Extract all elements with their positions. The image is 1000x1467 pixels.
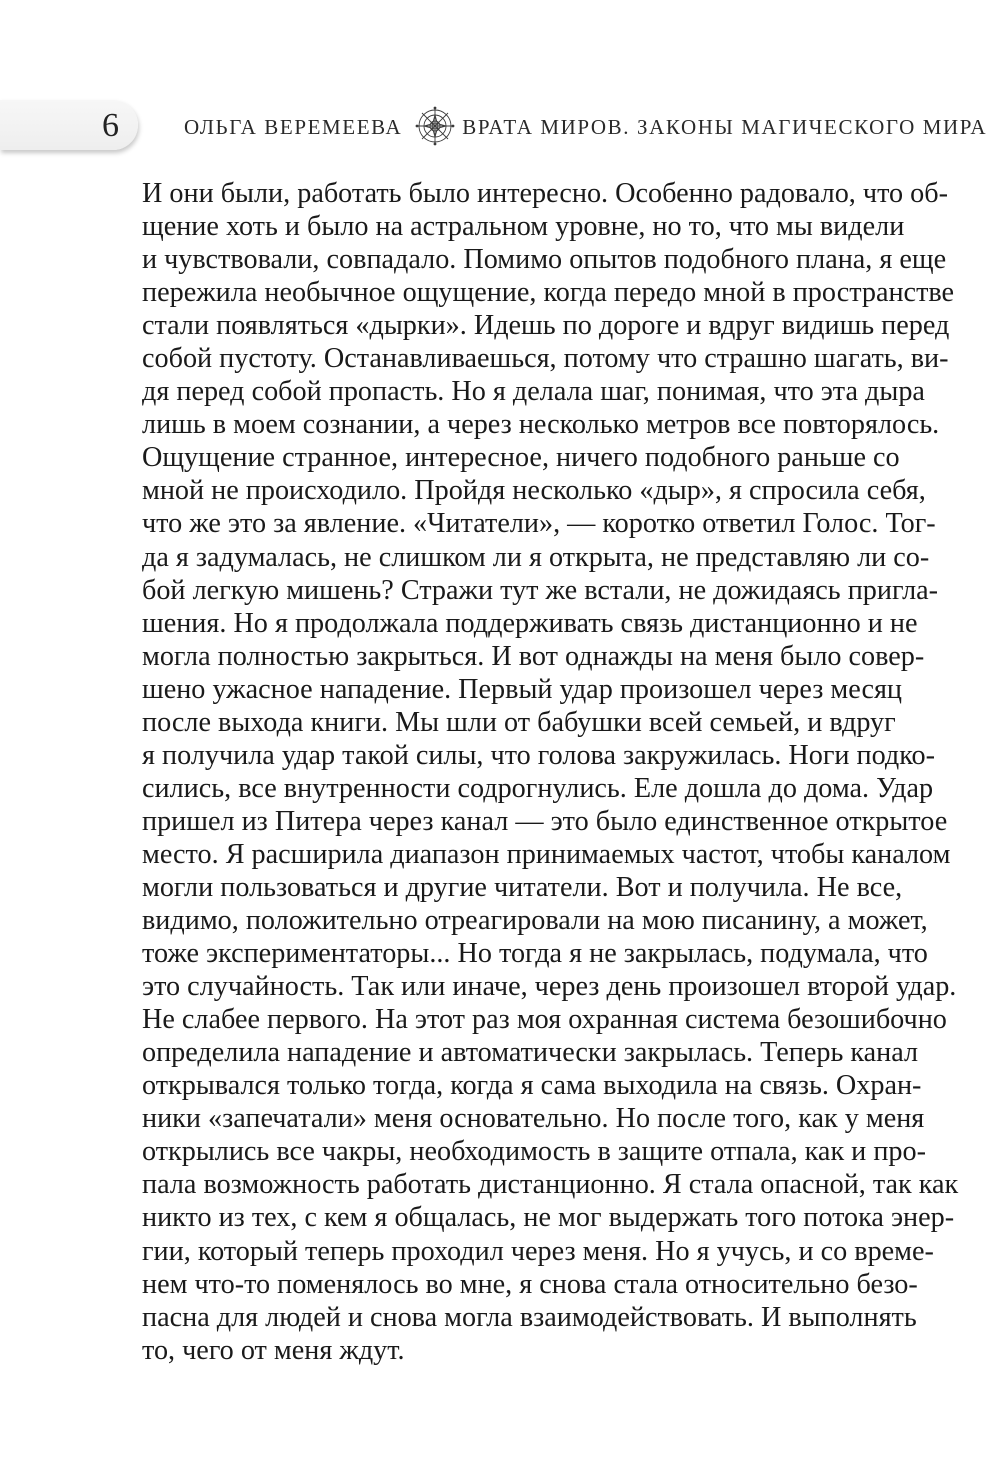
text-line: то, чего от меня ждут. — [142, 1334, 405, 1366]
text-line: бой легкую мишень? Стражи тут же встали, не дожидаясь пригла- — [142, 574, 939, 606]
text-line: место. Я расширила диапазон принимаемых частот, чтобы каналом — [142, 838, 951, 870]
text-line: могли пользоваться и другие читатели. Вот и получила. Не все, — [142, 871, 903, 903]
text-line: пришел из Питера через канал — это было единственное открытое — [142, 805, 948, 837]
text-line: это случайность. Так или иначе, через день произошел второй удар. — [142, 971, 957, 1003]
book-title: ВРАТА МИРОВ. ЗАКОНЫ МАГИЧЕСКОГО МИРА — [462, 114, 988, 139]
page-number: 6 — [102, 107, 119, 144]
text-line: тоже экспериментаторы... Но тогда я не закрылась, подумала, что — [142, 938, 928, 970]
text-line: шено ужасное нападение. Первый удар произошел через месяц — [142, 673, 903, 705]
text-line: после выхода книги. Мы шли от бабушки всей семьей, и вдруг — [142, 706, 896, 738]
text-line: лишь в моем сознании, а через несколько метров все повторялось. — [142, 409, 940, 441]
text-line: и чувствовали, совпадало. Помимо опытов подобного плана, я еще — [142, 244, 947, 276]
text-line: открывался только тогда, когда я сама выходила на связь. Охран- — [142, 1070, 922, 1102]
running-head — [184, 112, 987, 142]
text-line: нем что-то поменялось во мне, я снова стала относительно безо- — [142, 1268, 918, 1300]
text-line: пасна для людей и снова могла взаимодействовать. И выполнять — [142, 1301, 917, 1333]
text-line: никто из тех, с кем я общалась, не мог выдержать того потока энер- — [142, 1202, 955, 1234]
text-line: гии, который теперь проходил через меня. Но я учусь, и со време- — [142, 1235, 934, 1267]
text-line: мной не происходило. Пройдя несколько «дыр», я спросила себя, — [142, 475, 926, 507]
text-line: Ощущение странное, интересное, ничего подобного раньше со — [142, 442, 900, 474]
text-line: И они были, работать было интересно. Особенно радовало, что об- — [142, 178, 948, 209]
text-line: открылись все чакры, необходимость в защите отпала, как и про- — [142, 1136, 926, 1168]
text-line: могла полностью закрыться. И вот однажды на меня было совер- — [142, 640, 925, 672]
body-paragraph — [142, 177, 959, 1367]
text-line: ники «запечатали» меня основательно. Но после того, как у меня — [142, 1103, 925, 1135]
text-line: щение хоть и было на астральном уровне, но то, что мы видели — [142, 211, 905, 243]
text-line: собой пустоту. Останавливаешься, потому что страшно шагать, ви- — [142, 343, 949, 375]
text-line: видимо, положительно отреагировали на мою писанину, а может, — [142, 905, 928, 937]
text-line: пала возможность работать дистанционно. Я стала опасной, так как — [142, 1169, 959, 1201]
author-name: ОЛЬГА ВЕРЕМЕЕВА — [184, 114, 403, 139]
text-line: определила нападение и автоматически закрылась. Теперь канал — [142, 1037, 919, 1069]
text-line: пережила необычное ощущение, когда передо мной в пространстве — [142, 277, 955, 309]
text-line: Не слабее первого. На этот раз моя охранная система безошибочно — [142, 1004, 947, 1036]
text-line: шения. Но я продолжала поддерживать связь дистанционно и не — [142, 607, 918, 639]
ornamental-emblem-icon — [414, 105, 456, 147]
text-line: стали появляться «дырки». Идешь по дороге и вдруг видишь перед — [142, 310, 950, 342]
text-line: что же это за явление. «Читатели», — коротко ответил Голос. Тог- — [142, 508, 936, 540]
text-line: я получила удар такой силы, что голова закружилась. Ноги подко- — [142, 739, 936, 771]
text-line: да я задумалась, не слишком ли я открыта, не представляю ли со- — [142, 541, 930, 573]
text-line: дя перед собой пропасть. Но я делала шаг, понимая, что эта дыра — [142, 376, 925, 408]
text-line: сились, все внутренности содрогнулись. Еле дошла до дома. Удар — [142, 772, 934, 804]
